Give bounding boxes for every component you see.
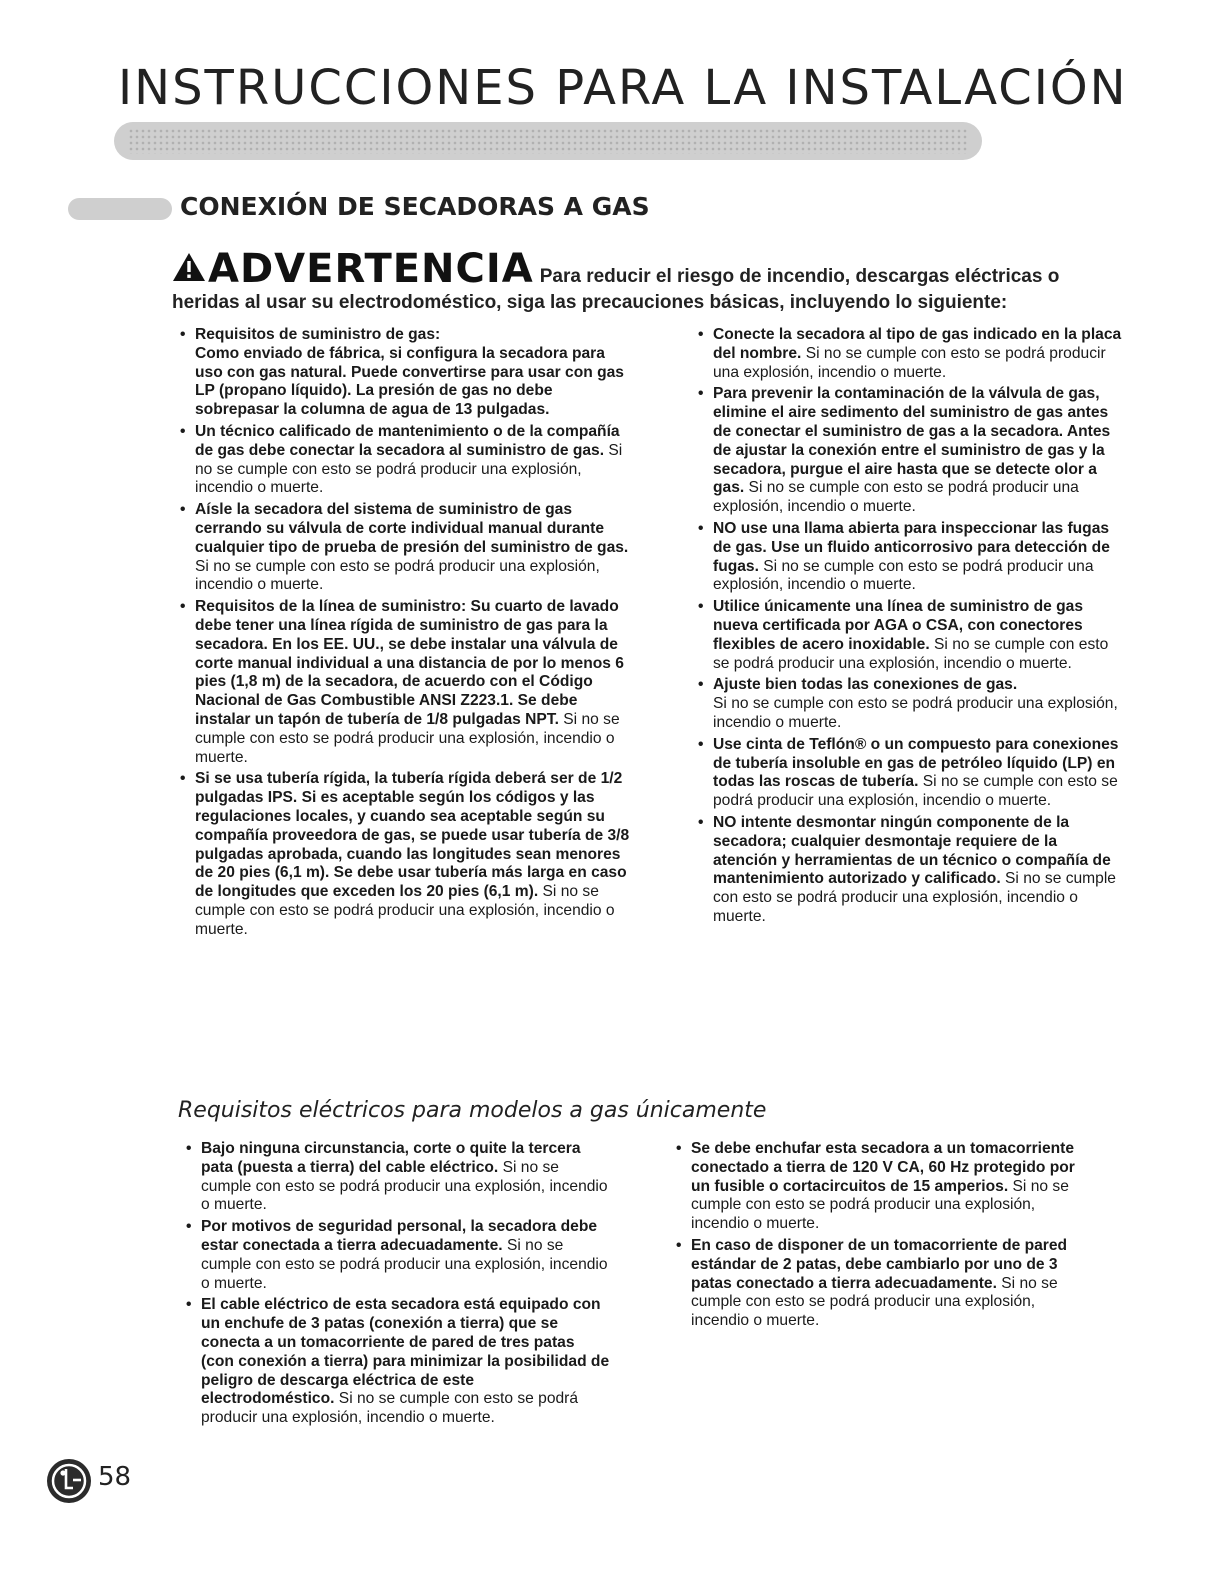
list-item bbox=[174, 770, 630, 939]
item-normal-text: Si no se cumple con esto se podrá producir una explosión, incendio o muerte. bbox=[713, 635, 1109, 672]
page-title: INSTRUCCIONES PARA LA INSTALACIÓN bbox=[118, 60, 1128, 116]
list-item bbox=[670, 1140, 1090, 1234]
item-normal-text: Si no se cumple con esto se podrá producir una explosión, incendio o muerte. bbox=[713, 870, 1116, 925]
section-title: CONEXIÓN DE SECADORAS A GAS bbox=[180, 192, 650, 221]
warning-triangle-icon bbox=[172, 252, 206, 282]
list-item bbox=[174, 326, 630, 420]
list-item bbox=[174, 423, 630, 498]
section-pill-decoration bbox=[68, 198, 172, 220]
warning-text-line1: Para reducir el riesgo de incendio, descargas eléctricas o bbox=[539, 266, 1060, 287]
item-bold-text: Bajo ninguna circunstancia, corte o quite la tercera pata (puesta a tierra) del cable eléctrico. bbox=[201, 1140, 581, 1176]
item-bold-text: Para prevenir la contaminación de la válvula de gas, elimine el aire sedimento del suministro de gas antes de conectar el suministro de gas a la secadora. Antes de ajustar la conexión entre el suministro de gas y la secadora, purgue el aire hasta que se detecte olor a gas. bbox=[713, 385, 1111, 497]
gas-requirements-left-list bbox=[174, 326, 630, 943]
item-normal-text: Si no se cumple con esto se podrá producir una explosión, incendio o muerte. bbox=[713, 557, 1094, 594]
list-item bbox=[692, 520, 1124, 595]
electrical-right-list bbox=[670, 1140, 1090, 1334]
list-item bbox=[180, 1218, 610, 1293]
list-item bbox=[670, 1237, 1090, 1331]
page-number: 58 bbox=[98, 1462, 132, 1492]
list-item bbox=[692, 736, 1124, 811]
gas-requirements-right-list bbox=[692, 326, 1124, 930]
title-decorative-bar bbox=[114, 122, 982, 160]
list-item bbox=[692, 385, 1124, 517]
item-bold-text: Conecte la secadora al tipo de gas indicado en la placa del nombre. bbox=[713, 326, 1122, 362]
list-item bbox=[692, 326, 1124, 382]
item-normal-text: Si no se cumple con esto se podrá producir una explosión, incendio o muerte. bbox=[713, 695, 1118, 731]
item-normal-text: Si no se cumple con esto se podrá producir una explosión, incendio o muerte. bbox=[691, 1177, 1069, 1233]
warning-header bbox=[172, 246, 1132, 292]
item-normal-text: Si no se cumple con esto se podrá producir una explosión, incendio o muerte. bbox=[201, 1236, 608, 1292]
item-bold-text: Como enviado de fábrica, si configura la secadora para uso con gas natural. Puede convertirse para usar con gas LP (propano líquido). La presión de gas no debe sobrepasar la columna de agua de 13 pulgadas. bbox=[195, 344, 624, 419]
item-bold-text: NO use una llama abierta para inspeccionar las fugas de gas. Use un fluido anticorrosivo para detección de fugas. bbox=[713, 519, 1110, 575]
list-item bbox=[692, 676, 1124, 732]
list-item bbox=[180, 1296, 610, 1428]
item-normal-text: Si no se cumple con esto se podrá producir una explosión, incendio o muerte. bbox=[195, 557, 600, 594]
item-title: • Requisitos de suministro de gas: bbox=[195, 326, 441, 343]
list-item bbox=[180, 1140, 610, 1215]
list-item bbox=[692, 598, 1124, 673]
item-bold-text: Si se usa tubería rígida, la tubería rígida deberá ser de 1/2 pulgadas IPS. Si es aceptable según los códigos y las regulaciones locales, y cuando sea aceptable según su compañía proveedora de gas, se puede usar tubería de 3/8 pulgadas aprobada, cuando las longitudes sean menores de 20 pies (6,1 m). Se debe usar tubería más larga en caso de longitudes que exceden los 20 pies (6,1 m). bbox=[195, 770, 630, 901]
item-bold-text: Se debe enchufar esta secadora a un tomacorriente conectado a tierra de 120 V CA, 60 Hz protegido por un fusible o cortacircuitos de 15 amperios. bbox=[691, 1140, 1075, 1195]
list-item bbox=[692, 814, 1124, 927]
item-bold-text: NO intente desmontar ningún componente de la secadora; cualquier desmontaje requiere de la atención y herramientas de un técnico o compañía de mantenimiento autorizado y calificado. bbox=[713, 813, 1111, 888]
warning-label: ADVERTENCIA bbox=[208, 246, 534, 292]
item-bold-text: Use cinta de Teflón® o un compuesto para conexiones de tubería insoluble en gas de petróleo líquido (LP) en todas las roscas de tubería. bbox=[713, 735, 1119, 791]
item-normal-text: Si no se cumple con esto se podrá producir una explosión, incendio o muerte. bbox=[201, 1390, 579, 1427]
item-bold-text: En caso de disponer de un tomacorriente de pared estándar de 2 patas, debe cambiarlo por uno de 3 patas conectado a tierra adecuadamente. bbox=[691, 1236, 1068, 1292]
list-item bbox=[174, 501, 630, 595]
item-normal-text: Si no se cumple con esto se podrá producir una explosión, incendio o muerte. bbox=[713, 479, 1079, 516]
item-normal-text: Si no se cumple con esto se podrá producir una explosión, incendio o muerte. bbox=[195, 710, 620, 766]
item-normal-text: Si no se cumple con esto se podrá producir una explosión, incendio o muerte. bbox=[691, 1274, 1058, 1330]
item-bold-text: Un técnico calificado de mantenimiento o de la compañía de gas debe conectar la secadora al suministro de gas. bbox=[195, 422, 620, 459]
lg-logo-icon bbox=[46, 1458, 92, 1504]
item-bold-text: Aísle la secadora del sistema de suministro de gas cerrando su válvula de corte individual manual durante cualquier tipo de prueba de presión del suministro de gas. bbox=[195, 501, 629, 556]
item-bold-text: Utilice únicamente una línea de suministro de gas nueva certificada por AGA o CSA, con conectores flexibles de acero inoxidable. bbox=[713, 598, 1084, 653]
item-bold-text: Por motivos de seguridad personal, la secadora debe estar conectada a tierra adecuadamente. bbox=[201, 1218, 598, 1254]
item-bold-text: Requisitos de la línea de suministro: Su cuarto de lavado debe tener una línea rígida de suministro de gas para la secadora. En los EE. UU., se debe instalar una válvula de corte manual individual a una distancia de por lo menos 6 pies (1,8 m) de la secadora, de acuerdo con el Código Nacional de Gas Combustible ANSI Z223.1. Se debe instalar un tapón de tubería de 1/8 pulgadas NPT. bbox=[195, 598, 624, 728]
item-normal-text: Si no se cumple con esto se podrá producir una explosión, incendio o muerte. bbox=[195, 883, 615, 938]
item-bold-text: El cable eléctrico de esta secadora está equipado con un enchufe de 3 patas (conexión a tierra) que se conecta a un tomacorriente de pared de tres patas (con conexión a tierra) para minimizar la posibilidad de peligro de descarga eléctrica de este electrodoméstico. bbox=[201, 1296, 610, 1408]
list-item bbox=[174, 598, 630, 767]
item-normal-text: Si no se cumple con esto se podrá producir una explosión, incendio o muerte. bbox=[713, 344, 1106, 381]
item-normal-text: Si no se cumple con esto se podrá producir una explosión, incendio o muerte. bbox=[195, 441, 623, 497]
warning-text-line2: heridas al usar su electrodoméstico, siga las precauciones básicas, incluyendo lo siguiente: bbox=[172, 292, 1008, 313]
electrical-left-list bbox=[180, 1140, 610, 1431]
electrical-section-title: Requisitos eléctricos para modelos a gas únicamente bbox=[178, 1098, 767, 1123]
item-normal-text: Si no se cumple con esto se podrá producir una explosión, incendio o muerte. bbox=[201, 1158, 608, 1214]
item-bold-text: • Ajuste bien todas las conexiones de gas. bbox=[713, 676, 1018, 694]
item-normal-text: Si no se cumple con esto se podrá producir una explosión, incendio o muerte. bbox=[713, 773, 1118, 810]
